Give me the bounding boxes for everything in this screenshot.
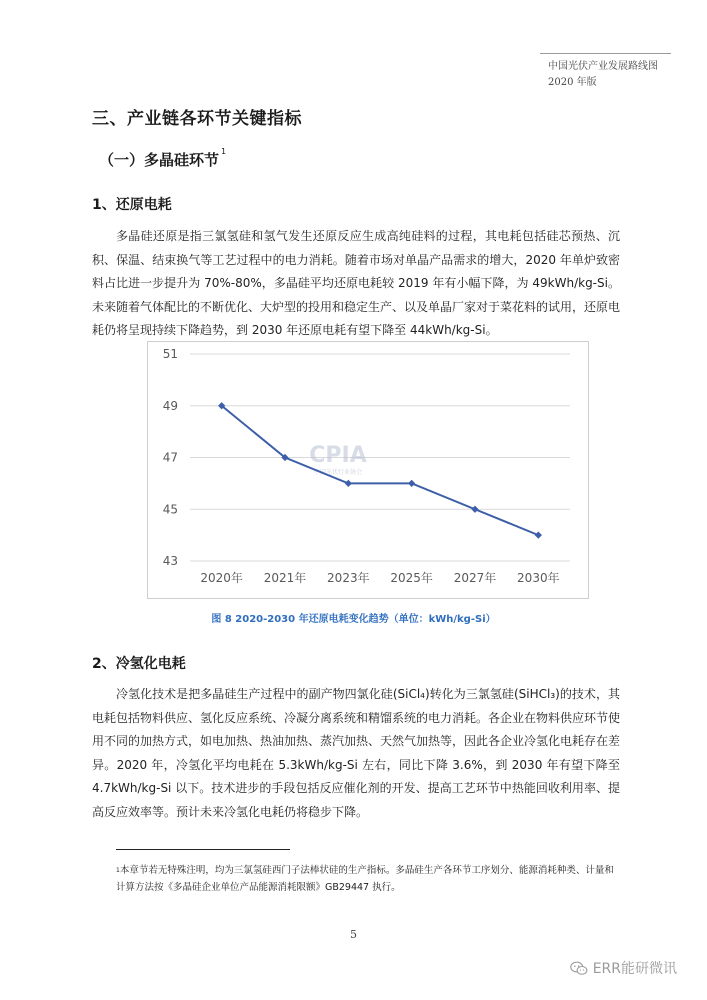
x-tick-label: 2021年 [263,571,307,585]
item1-heading: 1、还原电耗 [92,197,172,213]
y-tick-label: 49 [162,398,178,413]
line-chart [148,342,590,600]
header-rule [540,53,671,54]
item1-paragraph [92,225,620,343]
item1-paragraph-text: 多晶硅还原是指三氯氢硅和氢气发生还原反应生成高纯硅料的过程，其电耗包括硅芯预热、沉积、保温、结束换气等工艺过程中的电力消耗。随着市场对单晶产品需求的增大，2020 年单炉致密料占比进一步提升为 70%-80%，多晶硅平均还原电耗较 2019 年有小幅下降，为 49kWh/kg-Si。未来随着气体配比的不断优化、大炉型的投用和稳定生产、以及单晶厂家对于菜花料的试用，还原电耗仍将呈现持续下降趋势，到 2030 年还原电耗有望下降至 44kWh/kg-Si。 [92,229,621,338]
grid-lines [190,354,570,561]
y-axis-labels [163,347,178,568]
chart-container [147,341,589,599]
y-tick-label: 51 [162,347,178,361]
section-title: 三、产业链各环节关键指标 [92,109,302,129]
item2-paragraph [92,683,620,825]
footnote-rule [116,849,290,850]
wechat-watermark [570,958,677,978]
x-tick-label: 2025年 [390,571,433,585]
page-number: 5 [350,928,357,941]
item2-paragraph-text: 冷氢化技术是把多晶硅生产过程中的副产物四氯化硅(SiCl₄)转化为三氯氢硅(SiHCl₃)的技术，其电耗包括物料供应、氢化反应系统、冷凝分离系统和精馏系统的电力消耗。各企业在物料供应环节使用不同的加热方式，如电加热、热油加热、蒸汽加热、天然气加热等，因此各企业冷氢化电耗存在差异。2020 年，冷氢化平均电耗在 5.3kWh/kg-Si 左右，同比下降 3.6%，到 2030 年有望下降至 4.7kWh/kg-Si 以下。技术进步的手段包括反应催化剂的开发、提高工艺环节中热能回收利用率、提高反应效率等。预计未来冷氢化电耗仍将稳步下降。 [92,687,621,819]
subsection-title-text: （一）多晶硅环节 [99,151,220,169]
footnote-mark: 1 [116,867,120,874]
y-tick-label: 45 [162,502,178,517]
watermark-text: ERR能研微讯 [592,961,677,977]
data-series [218,402,542,539]
footnote [116,862,621,896]
subsection-title [99,149,226,170]
watermark-subtext: 中国光伏行业协会 [313,469,363,476]
y-tick-label: 43 [162,554,178,568]
series-line [222,406,539,535]
data-point-marker[interactable] [471,506,478,513]
footnote-reference[interactable]: 1 [221,147,227,156]
wechat-icon [570,961,588,976]
footnote-text: 本章节若无特殊注明，均为三氯氢硅西门子法棒状硅的生产指标。多晶硅生产各环节工序划分、能源消耗种类、计量和计算方法按《多晶硅企业单位产品能源消耗限额》GB29447 执行。 [116,865,614,893]
watermark-logo: CPIA [309,443,367,468]
data-point-marker[interactable] [535,532,542,539]
header-edition: 2020 年版 [548,77,597,88]
item2-heading: 2、冷氢化电耗 [92,656,186,672]
y-tick-label: 47 [162,450,178,465]
x-tick-label: 2020年 [200,571,243,585]
header-title: 中国光伏产业发展路线图 [548,61,658,72]
chart-caption: 图 8 2020-2030 年还原电耗变化趋势（单位：kWh/kg-Si） [211,614,496,625]
data-point-marker[interactable] [345,480,352,487]
data-point-marker[interactable] [408,480,415,487]
x-tick-label: 2030年 [517,571,560,585]
x-tick-label: 2023年 [327,571,370,585]
x-tick-label: 2027年 [453,571,497,585]
x-axis-labels [200,570,559,585]
